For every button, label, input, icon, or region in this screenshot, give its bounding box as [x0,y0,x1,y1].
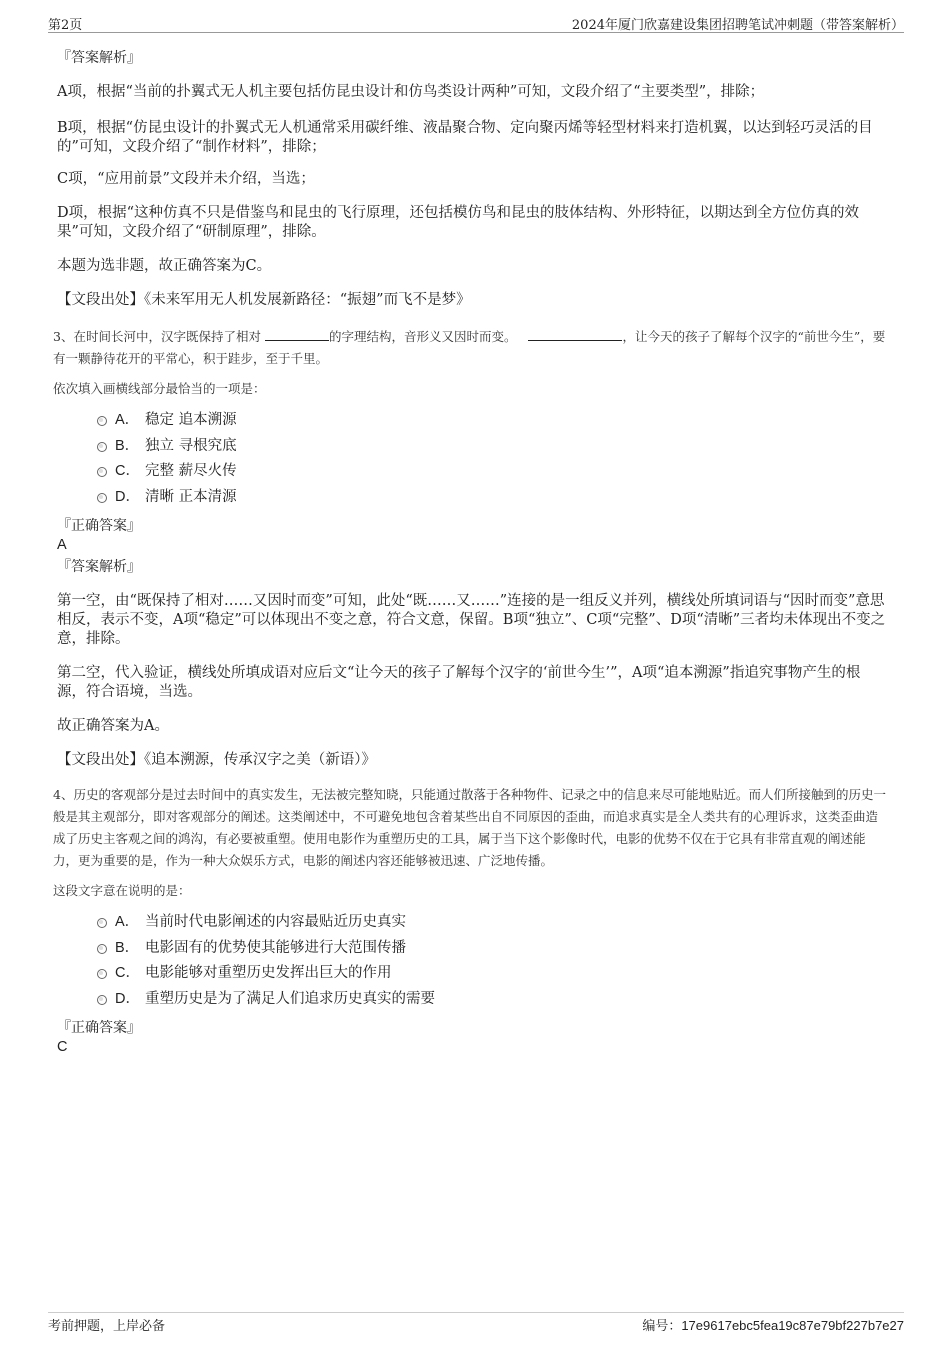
q3-source: 【文段出处】《追本溯源，传承汉字之美（新语）》 [57,752,376,768]
q2-conclusion: 本题为选非题，故正确答案为C。 [57,258,272,274]
q3-blank-1 [265,328,329,341]
document-id: 编号：17e9617ebc5fea19c87e79bf227b7e27 [642,1318,904,1333]
q4-correct-answer: C [57,1039,68,1055]
q3-option-b[interactable]: B． 独立 寻根究底 [97,434,887,460]
q2-analysis-d: D项，根据“这种仿真不只是借鉴鸟和昆虫的飞行原理，还包括模仿鸟和昆虫的肢体结构、外形特征，以期达到全方位仿真的效果”可知，文段介绍了“研制原理”，排除。 [57,205,860,240]
q3-analysis-1: 第一空，由“既保持了相对……又因时而变”可知，此处“既……又……”连接的是一组反义并列，横线处所填词语与“因时而变”意思相反，表示不变，A项“稳定”可以体现出不变之意，符合文意，保留。B项“独立”、C项“完整”、D项“清晰”三者均未体现出不变之意，排除。 [57,593,886,647]
radio-icon[interactable] [97,969,107,979]
radio-icon[interactable] [97,493,107,503]
q4-option-d[interactable]: D． 重塑历史是为了满足人们追求历史真实的需要 [97,987,887,1013]
q4-option-b[interactable]: B． 电影固有的优势使其能够进行大范围传播 [97,936,887,962]
q3-correct-answer: A [57,537,67,553]
q2-analysis-c: C项，“应用前景”文段并未介绍，当选； [57,171,315,187]
q4-option-a[interactable]: A． 当前时代电影阐述的内容最贴近历史真实 [97,910,887,936]
page-content [53,44,887,1056]
q3-option-c[interactable]: C． 完整 薪尽火传 [97,459,887,485]
q3-prompt: 依次填入画横线部分最恰当的一项是： [53,381,266,396]
q3-option-d[interactable]: D． 清晰 正本清源 [97,485,887,511]
q4-option-c[interactable]: C． 电影能够对重塑历史发挥出巨大的作用 [97,961,887,987]
radio-icon[interactable] [97,416,107,426]
q3-option-a[interactable]: A． 稳定 追本溯源 [97,408,887,434]
page-number: 第2页 [48,18,83,33]
radio-icon[interactable] [97,442,107,452]
q3-analysis-label: 『答案解析』 [57,559,141,575]
q4-stem: 4、历史的客观部分是过去时间中的真实发生，无法被完整知晓，只能通过散落于各种物件、记录之中的信息来尽可能地贴近。而人们所接触到的历史一般是其主观部分，即对客观部分的阐述。这类阐述中，不可避免地包含着某些出自不同原因的歪曲，而追求真实是全人类共有的心理诉求，这类歪曲造成了历史主客观之间的鸿沟，有必要被重塑。使用电影作为重塑历史的工具，属于当下这个影像时代，电影的优势不仅在于它具有非常直观的阐述能力，更为重要的是，作为一种大众娱乐方式，电影的阐述内容还能够被迅速、广泛地传播。 [53,787,886,868]
q4-prompt: 这段文字意在说明的是： [53,883,191,898]
q2-analysis-label: 『答案解析』 [57,50,141,66]
q3-blank-2 [528,328,622,341]
q3-correct-label: 『正确答案』 [57,518,141,534]
q2-source: 【文段出处】《未来军用无人机发展新路径：“振翅”而飞不是梦》 [57,292,471,308]
radio-icon[interactable] [97,944,107,954]
q3-conclusion: 故正确答案为A。 [57,718,169,734]
page-header [48,12,904,33]
q4-correct-label: 『正确答案』 [57,1020,141,1036]
radio-icon[interactable] [97,995,107,1005]
radio-icon[interactable] [97,467,107,477]
document-title: 2024年厦门欣嘉建设集团招聘笔试冲刺题（带答案解析） [571,18,904,33]
page-footer [48,1312,904,1335]
q3-analysis-2: 第二空，代入验证，横线处所填成语对应后文“让今天的孩子了解每个汉字的‘前世今生’”，A项“追本溯源”指追究事物产生的根源，符合语境，当选。 [57,665,861,700]
footer-slogan: 考前押题，上岸必备 [48,1319,166,1334]
q4-options [57,910,887,1012]
q2-analysis-a: A项，根据“当前的扑翼式无人机主要包括仿昆虫设计和仿鸟类设计两种”可知，文段介绍了“主要类型”，排除； [57,84,765,100]
q3-options [57,408,887,510]
q3-stem: 3、在时间长河中，汉字既保持了相对 的字理结构，音形义又因时而变。 ，让今天的孩子了解每个汉字的“前世今生”，要有一颗静待花开的平常心，积于跬步，至于千里。 [53,329,886,366]
q2-analysis-b: B项，根据“仿昆虫设计的扑翼式无人机通常采用碳纤维、液晶聚合物、定向聚丙烯等轻型材料来打造机翼，以达到轻巧灵活的目的”可知，文段介绍了“制作材料”，排除； [57,120,873,155]
radio-icon[interactable] [97,918,107,928]
